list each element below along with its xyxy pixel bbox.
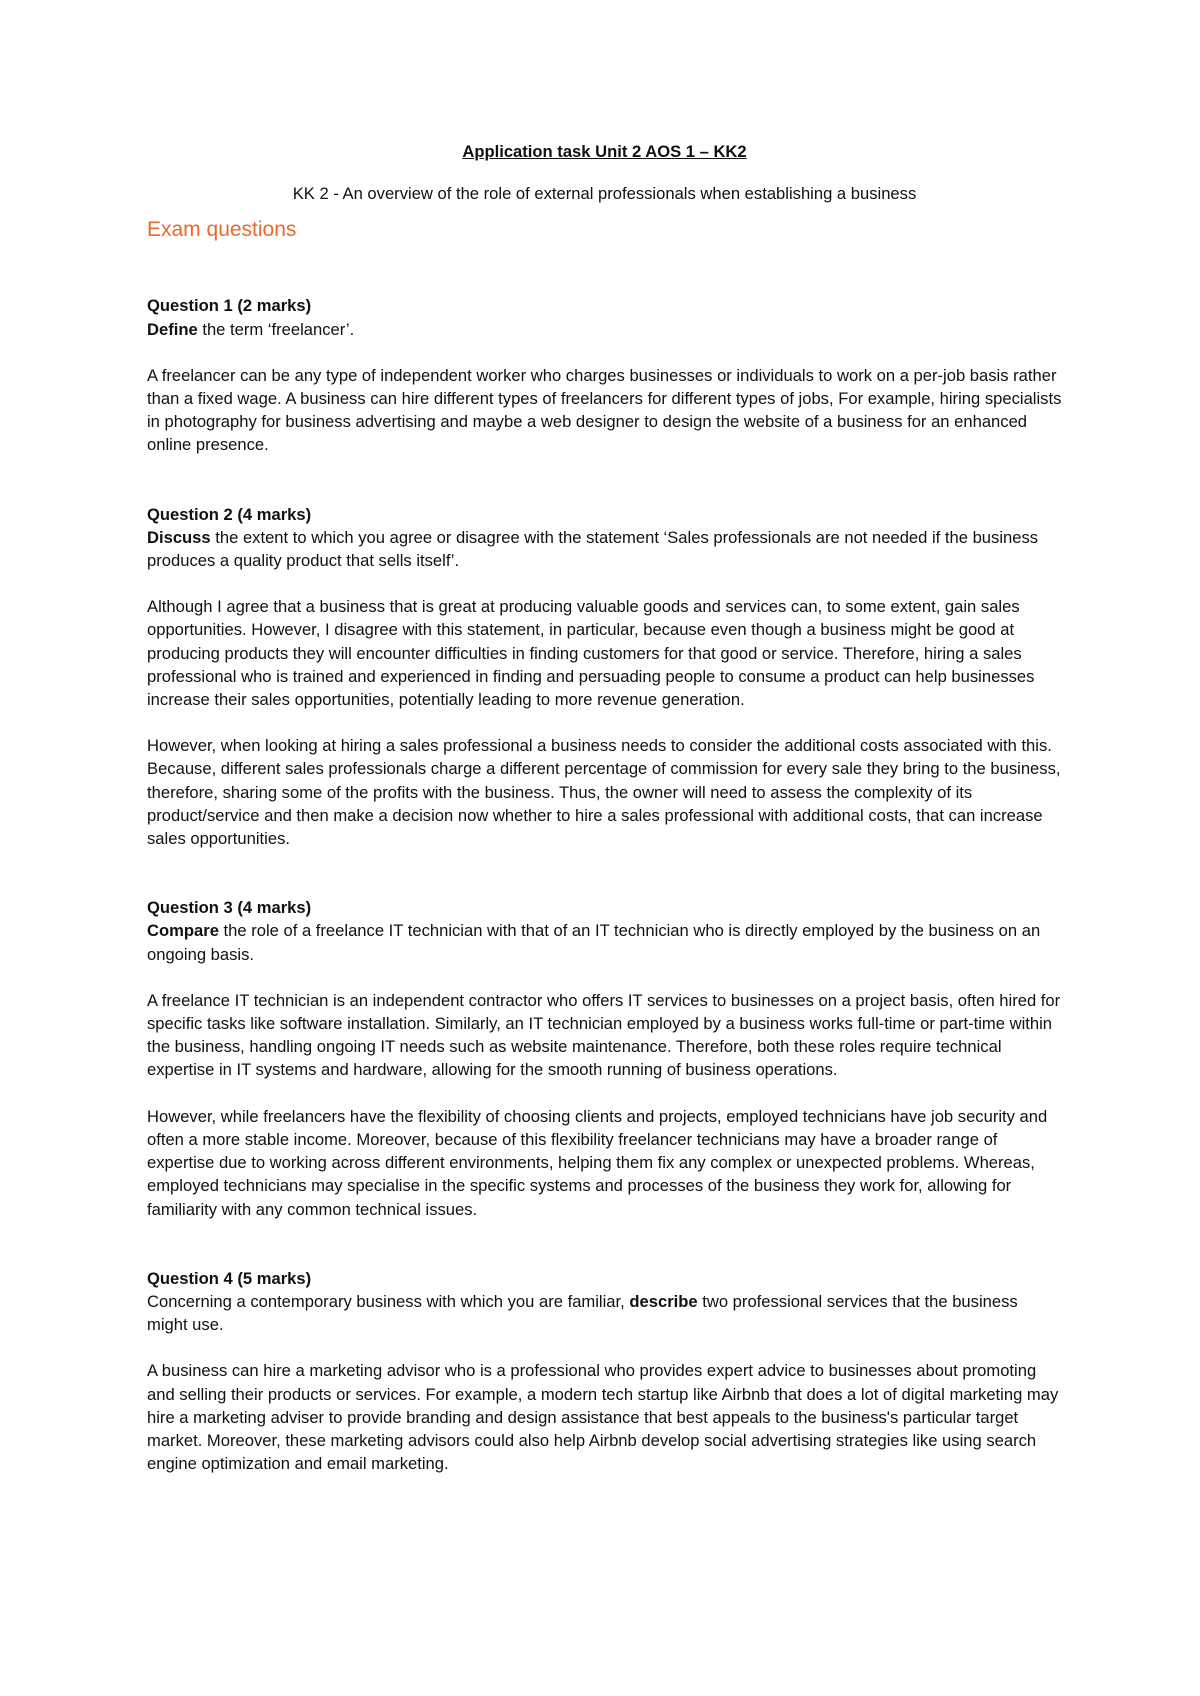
question-heading: Question 2 (4 marks) [147, 504, 312, 524]
question-heading: Question 3 (4 marks) [147, 898, 312, 918]
answer-paragraph: Although I agree that a business that is great at producing valuable goods and services can, to some extent, gain sales opportunities. However, I disagree with this statement, in particular, because even though a business might be good at producing products they will encounter difficulties in finding customers for that good or service. Therefore, hiring a sales professional who is trained and experienced in finding and persuading people to consume a product can help businesses increase their sales opportunities, potentially leading to more revenue generation. [147, 597, 1035, 710]
command-term: Discuss [147, 527, 211, 547]
document-body [147, 140, 1062, 1521]
command-term: describe [629, 1291, 698, 1311]
question-prompt [147, 526, 1062, 572]
question-heading: Question 1 (2 marks) [147, 296, 312, 316]
question-3 [147, 896, 1062, 1220]
question-prompt [147, 318, 1062, 341]
question-prompt [147, 1290, 1062, 1336]
document-title: Application task Unit 2 AOS 1 – KK2 [462, 142, 747, 161]
command-term: Define [147, 319, 198, 339]
answer-paragraph: However, while freelancers have the flexibility of choosing clients and projects, employed technicians have job security and often a more stable income. Moreover, because of this flexibility freelancer technicians may have a broader range of expertise due to working across different environments, helping them fix any complex or unexpected problems. Whereas, employed technicians may specialise in the specific systems and processes of the business they work for, allowing for familiarity with any common technical issues. [147, 1106, 1048, 1219]
question-heading: Question 4 (5 marks) [147, 1268, 312, 1288]
question-1 [147, 294, 1062, 456]
command-term: Compare [147, 921, 219, 941]
answer-paragraph: A business can hire a marketing advisor who is a professional who provides expert advice to businesses about promoting and selling their products or services. For example, a modern tech startup like Airbnb that does a lot of digital marketing may hire a marketing adviser to provide branding and design assistance that best appeals to the business's particular target market. Moreover, these marketing advisors could also help Airbnb develop social advertising strategies like using search engine optimization and email marketing. [147, 1361, 1059, 1474]
answer-paragraph: However, when looking at hiring a sales professional a business needs to consider the additional costs associated with this. Because, different sales professionals charge a different percentage of commission for every sale they bring to the business, therefore, sharing some of the profits with the business. Thus, the owner will need to assess the complexity of its product/service and then make a decision now whether to hire a sales professional with additional costs, that can increase sales opportunities. [147, 736, 1061, 849]
answer-paragraph: A freelance IT technician is an independent contractor who offers IT services to businesses on a project basis, often hired for specific tasks like software installation. Similarly, an IT technician employed by a business works full-time or part-time within the business, handling ongoing IT needs such as website maintenance. Therefore, both these roles require technical expertise in IT systems and hardware, allowing for the smooth running of business operations. [147, 990, 1061, 1080]
question-2 [147, 503, 1062, 851]
prompt-lead-text: Concerning a contemporary business with which you are familiar, [147, 1291, 630, 1311]
prompt-text: the role of a freelance IT technician with that of an IT technician who is directly employed by the business on an ongoing basis. [147, 921, 1041, 964]
prompt-text: two professional services that the business might use. [147, 1291, 1018, 1335]
question-prompt [147, 919, 1062, 965]
document-subtitle: KK 2 - An overview of the role of external professionals when establishing a business [292, 184, 917, 204]
question-4 [147, 1267, 1062, 1476]
prompt-text: the term ‘freelancer’. [197, 319, 355, 339]
section-heading: Exam questions [147, 218, 297, 242]
prompt-text: the extent to which you agree or disagree with the statement ‘Sales professionals are not needed if the business produces a quality product that sells itself’. [147, 527, 1039, 571]
answer-paragraph: A freelancer can be any type of independent worker who charges businesses or individuals to work on a per-job basis rather than a fixed wage. A business can hire different types of freelancers for different types of jobs, For example, hiring specialists in photography for business advertising and maybe a web designer to design the website of a business for an enhanced online presence. [147, 365, 1062, 455]
